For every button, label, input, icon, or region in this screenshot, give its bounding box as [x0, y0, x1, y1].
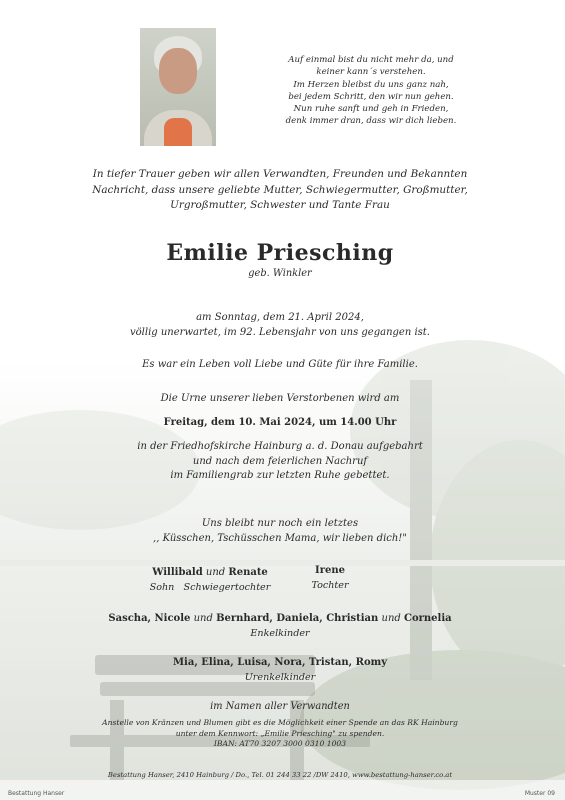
donation-line: Anstelle von Kränzen und Blumen gibt es die Möglichkeit einer Spende an das RK Hainburg — [102, 718, 458, 727]
poem-line: Im Herzen bleibst du uns ganz nah, — [293, 79, 449, 90]
announcement-intro — [60, 167, 500, 214]
portrait-face — [159, 48, 197, 94]
grandchildren-role: Enkelkinder — [250, 628, 310, 639]
poem-line: bei jedem Schritt, den wir nun gehen. — [288, 91, 454, 102]
son-name: Willibald — [152, 567, 203, 578]
death-line: am Sonntag, dem 21. April 2024, — [196, 312, 364, 323]
daughter-name: Irene — [315, 565, 345, 576]
service-place — [60, 440, 500, 484]
farewell-line: Uns bleibt nur noch ein letztes — [201, 518, 359, 529]
maiden-name: geb. Winkler — [248, 268, 312, 279]
poem-line: Auf einmal bist du nicht mehr da, und — [288, 55, 454, 65]
service-date: Freitag, dem 10. Mai 2024, um 14.00 Uhr — [163, 417, 397, 428]
donation-line: unter dem Kennwort: „Emilie Priesching" zu spenden. — [175, 728, 385, 738]
farewell-quote — [60, 517, 500, 546]
great-grandchildren-names: Mia, Elina, Luisa, Nora, Tristan, Romy — [172, 657, 388, 668]
daughter-role: Tochter — [311, 580, 349, 591]
son-role: Sohn — [149, 582, 175, 593]
relatives-line: im Namen aller Verwandten — [210, 701, 350, 712]
life-statement: Es war ein Leben voll Liebe und Güte für ihre Familie. — [142, 359, 418, 370]
iban: IBAN: AT70 3207 3000 0310 1003 — [213, 739, 347, 748]
place-line: im Familiengrab zur letzten Ruhe gebettet. — [170, 470, 390, 481]
place-line: und nach dem feierlichen Nachruf — [192, 455, 368, 467]
grandchildren-names — [60, 613, 500, 624]
conjunction: und — [381, 613, 401, 624]
deceased-portrait — [140, 28, 216, 146]
conjunction: und — [193, 613, 213, 624]
portrait-shirt — [164, 118, 192, 146]
donation-request — [40, 718, 520, 750]
deceased-name: Emilie Priesching — [166, 240, 394, 266]
death-line: völlig unerwartet, im 92. Lebensjahr von uns gegangen ist. — [130, 326, 430, 338]
daughter-in-law-name: Renate — [228, 567, 268, 578]
grandchildren-group: Bernhard, Daniela, Christian — [216, 613, 379, 624]
death-notice — [60, 311, 500, 340]
place-line: in der Friedhofskirche Hainburg a. d. Donau aufgebahrt — [137, 441, 423, 452]
great-grandchildren-role: Urenkelkinder — [244, 672, 316, 683]
grandchildren-group: Sascha, Nicole — [108, 613, 191, 624]
intro-line: In tiefer Trauer geben wir allen Verwandten, Freunden und Bekannten — [92, 168, 468, 180]
urn-statement: Die Urne unserer lieben Verstorbenen wird am — [160, 393, 400, 404]
memorial-poem — [282, 54, 460, 128]
poem-line: Nun ruhe sanft und geh in Frieden, — [293, 104, 449, 115]
son-and-spouse — [110, 567, 310, 578]
intro-line: Urgroßmutter, Schwester und Tante Frau — [170, 199, 390, 211]
grandchildren-group: Cornelia — [403, 613, 452, 624]
son-roles — [110, 582, 310, 593]
footer-left-mark: Bestattung Hanser — [8, 790, 65, 797]
undertaker-footer: Bestattung Hanser, 2410 Hainburg / Do., Tel. 01 244 33 22 /DW 2410, www.bestattung-hanser.co.at — [107, 771, 453, 779]
poem-line: denk immer dran, dass wir dich lieben. — [285, 116, 457, 127]
conjunction: und — [205, 567, 226, 578]
daughter-in-law-role: Schwiegertochter — [183, 582, 271, 593]
farewell-line: ,, Küsschen, Tschüsschen Mama, wir lieben dich!" — [153, 532, 407, 544]
poem-line: keiner kann´s verstehen. — [316, 67, 426, 78]
footer-right-mark: Muster 09 — [524, 790, 555, 797]
intro-line: Nachricht, dass unsere geliebte Mutter, Schwiegermutter, Großmutter, — [92, 183, 468, 196]
